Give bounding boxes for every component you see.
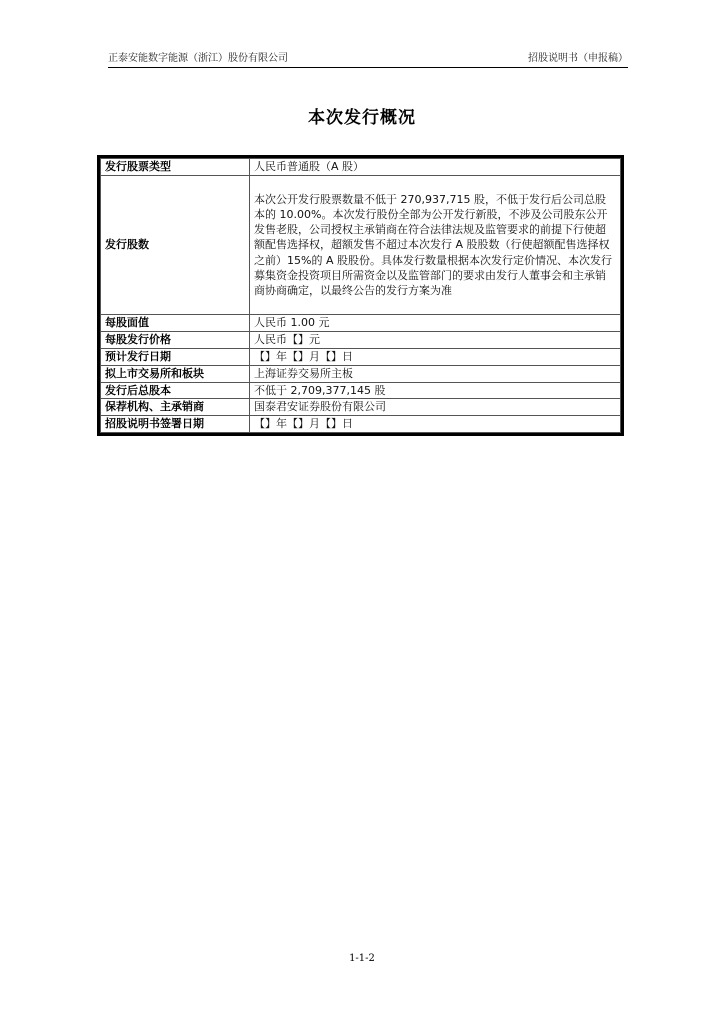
table-row: [101, 382, 621, 399]
document-type: 招股说明书（申报稿）: [528, 53, 628, 64]
row-value: 人民币普通股（A 股）: [250, 159, 621, 176]
table-row: [101, 416, 621, 433]
row-value: 本次公开发行股票数量不低于 270,937,715 股，不低于发行后公司总股本的 10.00%。本次发行股份全部为公开发行新股，不涉及公司股东公开发售老股，公司授权主承销商在符合法律法规及监管要求的前提下行使超额配售选择权，超额发售不超过本次发行 A 股股数（行使超额配售选择权之前）15%的 A 股股份。具体发行数量根据本次发行定价情况、本次发行募集资金投资项目所需资金以及监管部门的要求由发行人董事会和主承销商协商确定，以最终公告的发行方案为准: [250, 175, 621, 315]
row-label: 保荐机构、主承销商: [101, 399, 250, 416]
row-value: 【】年【】月【】日: [250, 348, 621, 365]
page-number: 1-1-2: [349, 953, 375, 964]
page-header: [108, 52, 628, 66]
row-label: 发行股数: [101, 175, 250, 315]
row-label: 发行后总股本: [101, 382, 250, 399]
table-row: [101, 332, 621, 349]
row-value: 上海证券交易所主板: [250, 365, 621, 382]
row-value: 不低于 2,709,377,145 股: [250, 382, 621, 399]
table-row: [101, 159, 621, 176]
row-value: 人民币【】元: [250, 332, 621, 349]
company-name: 正泰安能数字能源（浙江）股份有限公司: [108, 53, 288, 64]
row-label: 发行股票类型: [101, 159, 250, 176]
table-row: [101, 365, 621, 382]
table-row: [101, 348, 621, 365]
row-value: 国泰君安证券股份有限公司: [250, 399, 621, 416]
table-row: [101, 399, 621, 416]
header-divider: [108, 67, 628, 68]
table-row: [101, 175, 621, 315]
row-label: 招股说明书签署日期: [101, 416, 250, 433]
row-label: 每股面值: [101, 315, 250, 332]
table-row: [101, 315, 621, 332]
row-value: 人民币 1.00 元: [250, 315, 621, 332]
page-title: 本次发行概况: [308, 108, 416, 128]
offering-summary-table: [97, 155, 624, 436]
row-label: 拟上市交易所和板块: [101, 365, 250, 382]
row-label: 每股发行价格: [101, 332, 250, 349]
row-label: 预计发行日期: [101, 348, 250, 365]
row-value: 【】年【】月【】日: [250, 416, 621, 433]
